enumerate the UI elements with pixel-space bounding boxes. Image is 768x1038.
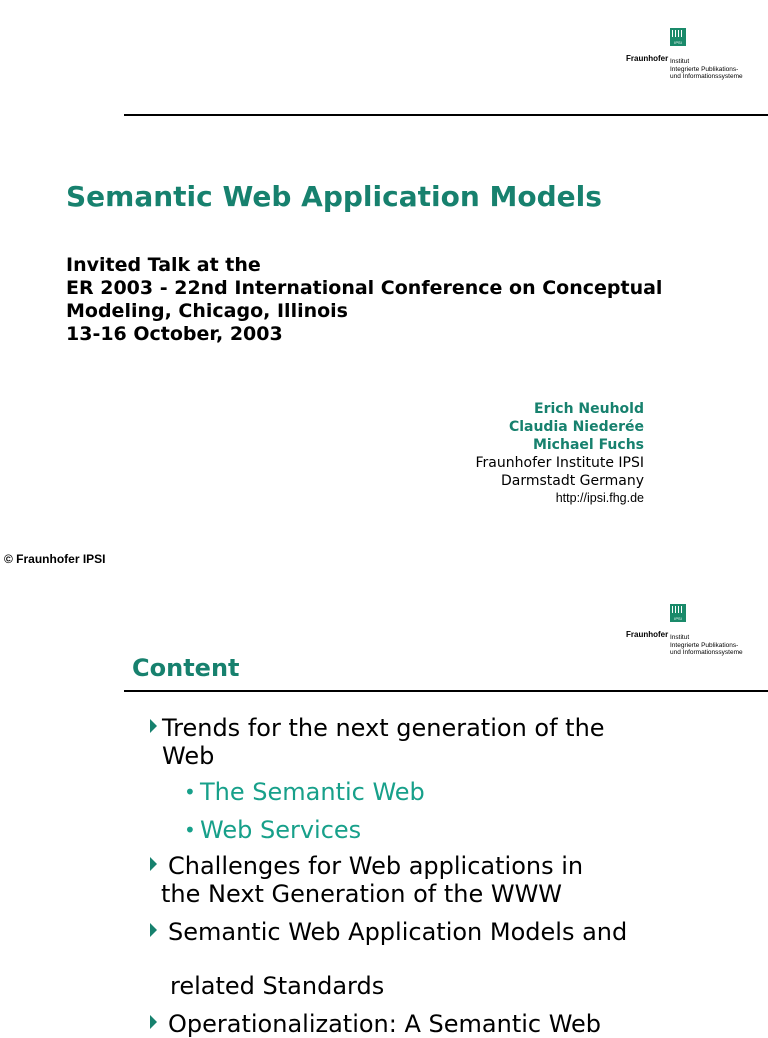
bullet-text: related Standards: [170, 972, 385, 1000]
arrow-bullet-icon: [150, 923, 157, 937]
content-heading: Content: [132, 654, 240, 682]
bullet-text: Operationalization: A Semantic Web: [168, 1010, 602, 1038]
sub-bullet-item: [184, 816, 361, 844]
bullet-item: [150, 852, 583, 908]
affiliation-line: Fraunhofer Institute IPSI: [475, 455, 644, 471]
talk-subtitle: [66, 254, 662, 346]
logo-brand: Fraunhofer: [626, 54, 669, 63]
logo-institute: [670, 634, 743, 657]
fraunhofer-logo: [626, 604, 754, 654]
author-name: Claudia Niederée: [508, 419, 644, 435]
fraunhofer-logo: [626, 28, 754, 78]
logo-institute-line: Institut: [670, 58, 690, 65]
logo-institute-line: Integrierte Publikations-: [670, 65, 739, 73]
arrow-bullet-icon: [150, 857, 157, 871]
subtitle-line: Invited Talk at the: [66, 254, 261, 276]
heading-rule: [124, 690, 768, 692]
slide-title-text: Semantic Web Application Models: [66, 180, 602, 213]
logo-institute-line: Integrierte Publikations-: [670, 641, 739, 649]
subtitle-line: ER 2003 - 22nd International Conference on Conceptual: [66, 277, 663, 299]
logo-institute-line: Institut: [670, 634, 690, 641]
dot-bullet-icon: •: [184, 818, 196, 842]
copyright: © Fraunhofer IPSI: [4, 552, 106, 566]
sub-bullet-item: [184, 778, 425, 806]
logo-institute-line: und Informationssysteme: [670, 649, 743, 656]
header-rule: [124, 114, 768, 116]
ipsi-logo-icon: [670, 604, 686, 622]
subtitle-line: 13-16 October, 2003: [66, 323, 283, 345]
ipsi-logo-icon: [670, 28, 686, 46]
logo-institute-line: und Informationssysteme: [670, 73, 743, 80]
sub-bullet-text: The Semantic Web: [200, 778, 425, 806]
logo-box-text: IPSI: [674, 616, 682, 621]
logo-brand: Fraunhofer: [626, 630, 669, 639]
bullet-text: Semantic Web Application Models and: [168, 918, 628, 946]
bullet-item: [150, 1010, 601, 1038]
bullet-text: Web: [162, 742, 215, 770]
bullet-item: [150, 918, 627, 1000]
bullet-item: [150, 714, 605, 770]
author-name: Michael Fuchs: [532, 437, 644, 453]
arrow-bullet-icon: [150, 1015, 157, 1029]
bullet-text: the Next Generation of the WWW: [161, 880, 563, 908]
institute-url[interactable]: http://ipsi.fhg.de: [555, 491, 644, 505]
arrow-bullet-icon: [150, 719, 157, 733]
logo-box-text: IPSI: [674, 40, 682, 45]
sub-bullet-text: Web Services: [200, 816, 362, 844]
bullet-text: Trends for the next generation of the: [162, 714, 605, 742]
dot-bullet-icon: •: [184, 780, 196, 804]
logo-institute: [670, 58, 743, 81]
bullet-text: Challenges for Web applications in: [168, 852, 584, 880]
author-block: [476, 400, 644, 505]
author-name: Erich Neuhold: [534, 401, 644, 417]
affiliation-line: Darmstadt Germany: [500, 473, 644, 489]
subtitle-line: Modeling, Chicago, Illinois: [66, 300, 348, 322]
